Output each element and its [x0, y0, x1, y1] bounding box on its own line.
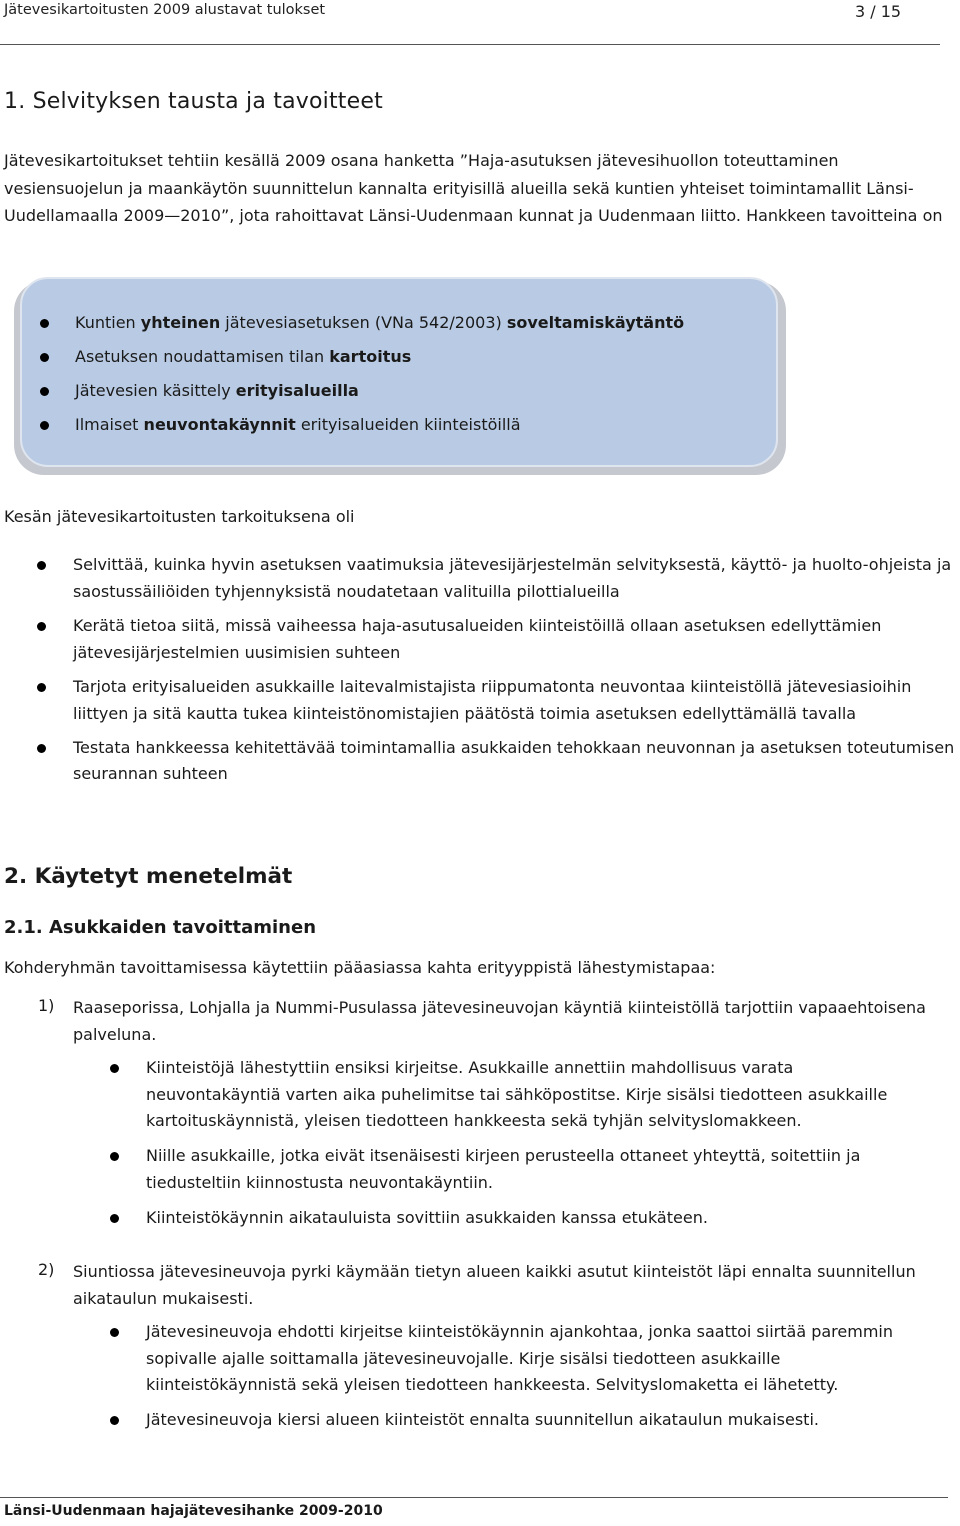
purpose-item: Tarjota erityisalueiden asukkaille laitevalmistajista riippumatonta neuvontaa kiinteistöllä jätevesiasioihin liittyen ja sitä kautta tukea kiinteistönomistajien päätöstä toimia asetuksen edellyttämällä tavalla: [0, 674, 960, 727]
approach-2-number: 2): [38, 1260, 55, 1279]
goals-box: [20, 277, 778, 467]
bullet-icon: [40, 353, 49, 362]
page-number: 3 / 15: [855, 2, 902, 21]
approach-1-item: Niille asukkaille, jotka eivät itsenäisesti kirjeen perusteella ottaneet yhteyttä, soitettiin ja tiedusteltiin kiinnostusta neuvontakäyntiin.: [110, 1143, 930, 1196]
bullet-icon: [37, 622, 46, 631]
goal-item: Jätevesien käsittely erityisalueilla: [22, 380, 684, 414]
bullet-icon: [110, 1064, 119, 1073]
purpose-list: [0, 552, 960, 796]
bullet-icon: [40, 421, 49, 430]
bullet-icon: [40, 319, 49, 328]
approach-2-item: Jätevesineuvoja ehdotti kirjeitse kiinteistökäynnin ajankohtaa, jonka saattoi siirtää paremmin sopivalle ajalle soittamalla jätevesineuvojalle. Kirje sisälsi tiedotteen asukkaille kiinteistökäynnistä sekä yleisen tiedotteen hankkeesta. Selvityslomaketta ei lähetetty.: [110, 1319, 930, 1399]
bullet-icon: [110, 1152, 119, 1161]
footer-text: Länsi-Uudenmaan hajajätevesihanke 2009-2010: [4, 1503, 383, 1519]
approach-1-item: Kiinteistöjä lähestyttiin ensiksi kirjeitse. Asukkaille annettiin mahdollisuus varata neuvontakäyntiä varten aika puhelimitse tai sähköpostitse. Kirje sisälsi tiedotteen asukkaille kartoituskäynnistä, yleisen tiedotteen hankkeesta sekä tyhjän selvityslomakkeen.: [110, 1055, 930, 1135]
header-divider: [0, 44, 940, 45]
purpose-item: Testata hankkeessa kehitettävää toimintamallia asukkaiden tehokkaan neuvonnan ja asetuksen toteutumisen seurannan suhteen: [0, 735, 960, 788]
approach-1-list: [110, 1055, 930, 1239]
goals-list: [22, 312, 684, 448]
approach-1-number: 1): [38, 996, 55, 1015]
goal-item: Ilmaiset neuvontakäynnit erityisalueiden kiinteistöillä: [22, 414, 684, 448]
bullet-icon: [110, 1214, 119, 1223]
bullet-icon: [37, 683, 46, 692]
goal-item: Asetuksen noudattamisen tilan kartoitus: [22, 346, 684, 380]
goal-item: Kuntien yhteinen jätevesiasetuksen (VNa 542/2003) soveltamiskäytäntö: [22, 312, 684, 346]
purpose-intro: Kesän jätevesikartoitusten tarkoituksena oli: [4, 507, 355, 526]
approach-2-text: Siuntiossa jätevesineuvoja pyrki käymään tietyn alueen kaikki asutut kiinteistöt läpi ennalta suunnitellun aikataulun mukaisesti.: [73, 1262, 916, 1308]
section-1-intro: Jätevesikartoitukset tehtiin kesällä 2009 osana hanketta ”Haja-asutuksen jätevesihuollon toteuttaminen vesiensuojelun ja maankäytön suunnittelun kannalta erityisillä alueilla sekä kuntien yhteiset toimintamallit Länsi-Uudellamaalla 2009—2010”, jota rahoittavat Länsi-Uudenmaan kunnat ja Uudenmaan liitto. Hankkeen tavoitteina on: [4, 151, 943, 225]
bullet-icon: [37, 744, 46, 753]
approach-2-item: Jätevesineuvoja kiersi alueen kiinteistöt ennalta suunnitellun aikataulun mukaisesti.: [110, 1407, 930, 1434]
purpose-item: Kerätä tietoa siitä, missä vaiheessa haja-asutusalueiden kiinteistöillä ollaan asetuksen edellyttämien jätevesijärjestelmien uusimisien suhteen: [0, 613, 960, 666]
footer-divider: [0, 1497, 948, 1498]
section-2-1-intro: Kohderyhmän tavoittamisessa käytettiin pääasiassa kahta erityyppistä lähestymistapaa:: [4, 958, 716, 977]
bullet-icon: [37, 561, 46, 570]
bullet-icon: [40, 387, 49, 396]
bullet-icon: [110, 1416, 119, 1425]
approach-1-item: Kiinteistökäynnin aikatauluista sovittiin asukkaiden kanssa etukäteen.: [110, 1205, 930, 1232]
purpose-item: Selvittää, kuinka hyvin asetuksen vaatimuksia jätevesijärjestelmän selvityksestä, käyttö- ja huolto-ohjeista ja saostussäiliöiden tyhjennyksistä noudatetaan valituilla pilottialueilla: [0, 552, 960, 605]
section-2-heading: 2. Käytetyt menetelmät: [4, 864, 293, 889]
section-1-heading: 1. Selvityksen tausta ja tavoitteet: [4, 89, 383, 114]
bullet-icon: [110, 1328, 119, 1337]
approach-1-text: Raaseporissa, Lohjalla ja Nummi-Pusulassa jätevesineuvojan käyntiä kiinteistöllä tarjottiin vapaaehtoisena palveluna.: [73, 998, 926, 1044]
approach-2-list: [110, 1319, 930, 1442]
section-2-1-heading: 2.1. Asukkaiden tavoittaminen: [4, 917, 317, 938]
document-header-title: Jätevesikartoitusten 2009 alustavat tulokset: [4, 2, 326, 18]
